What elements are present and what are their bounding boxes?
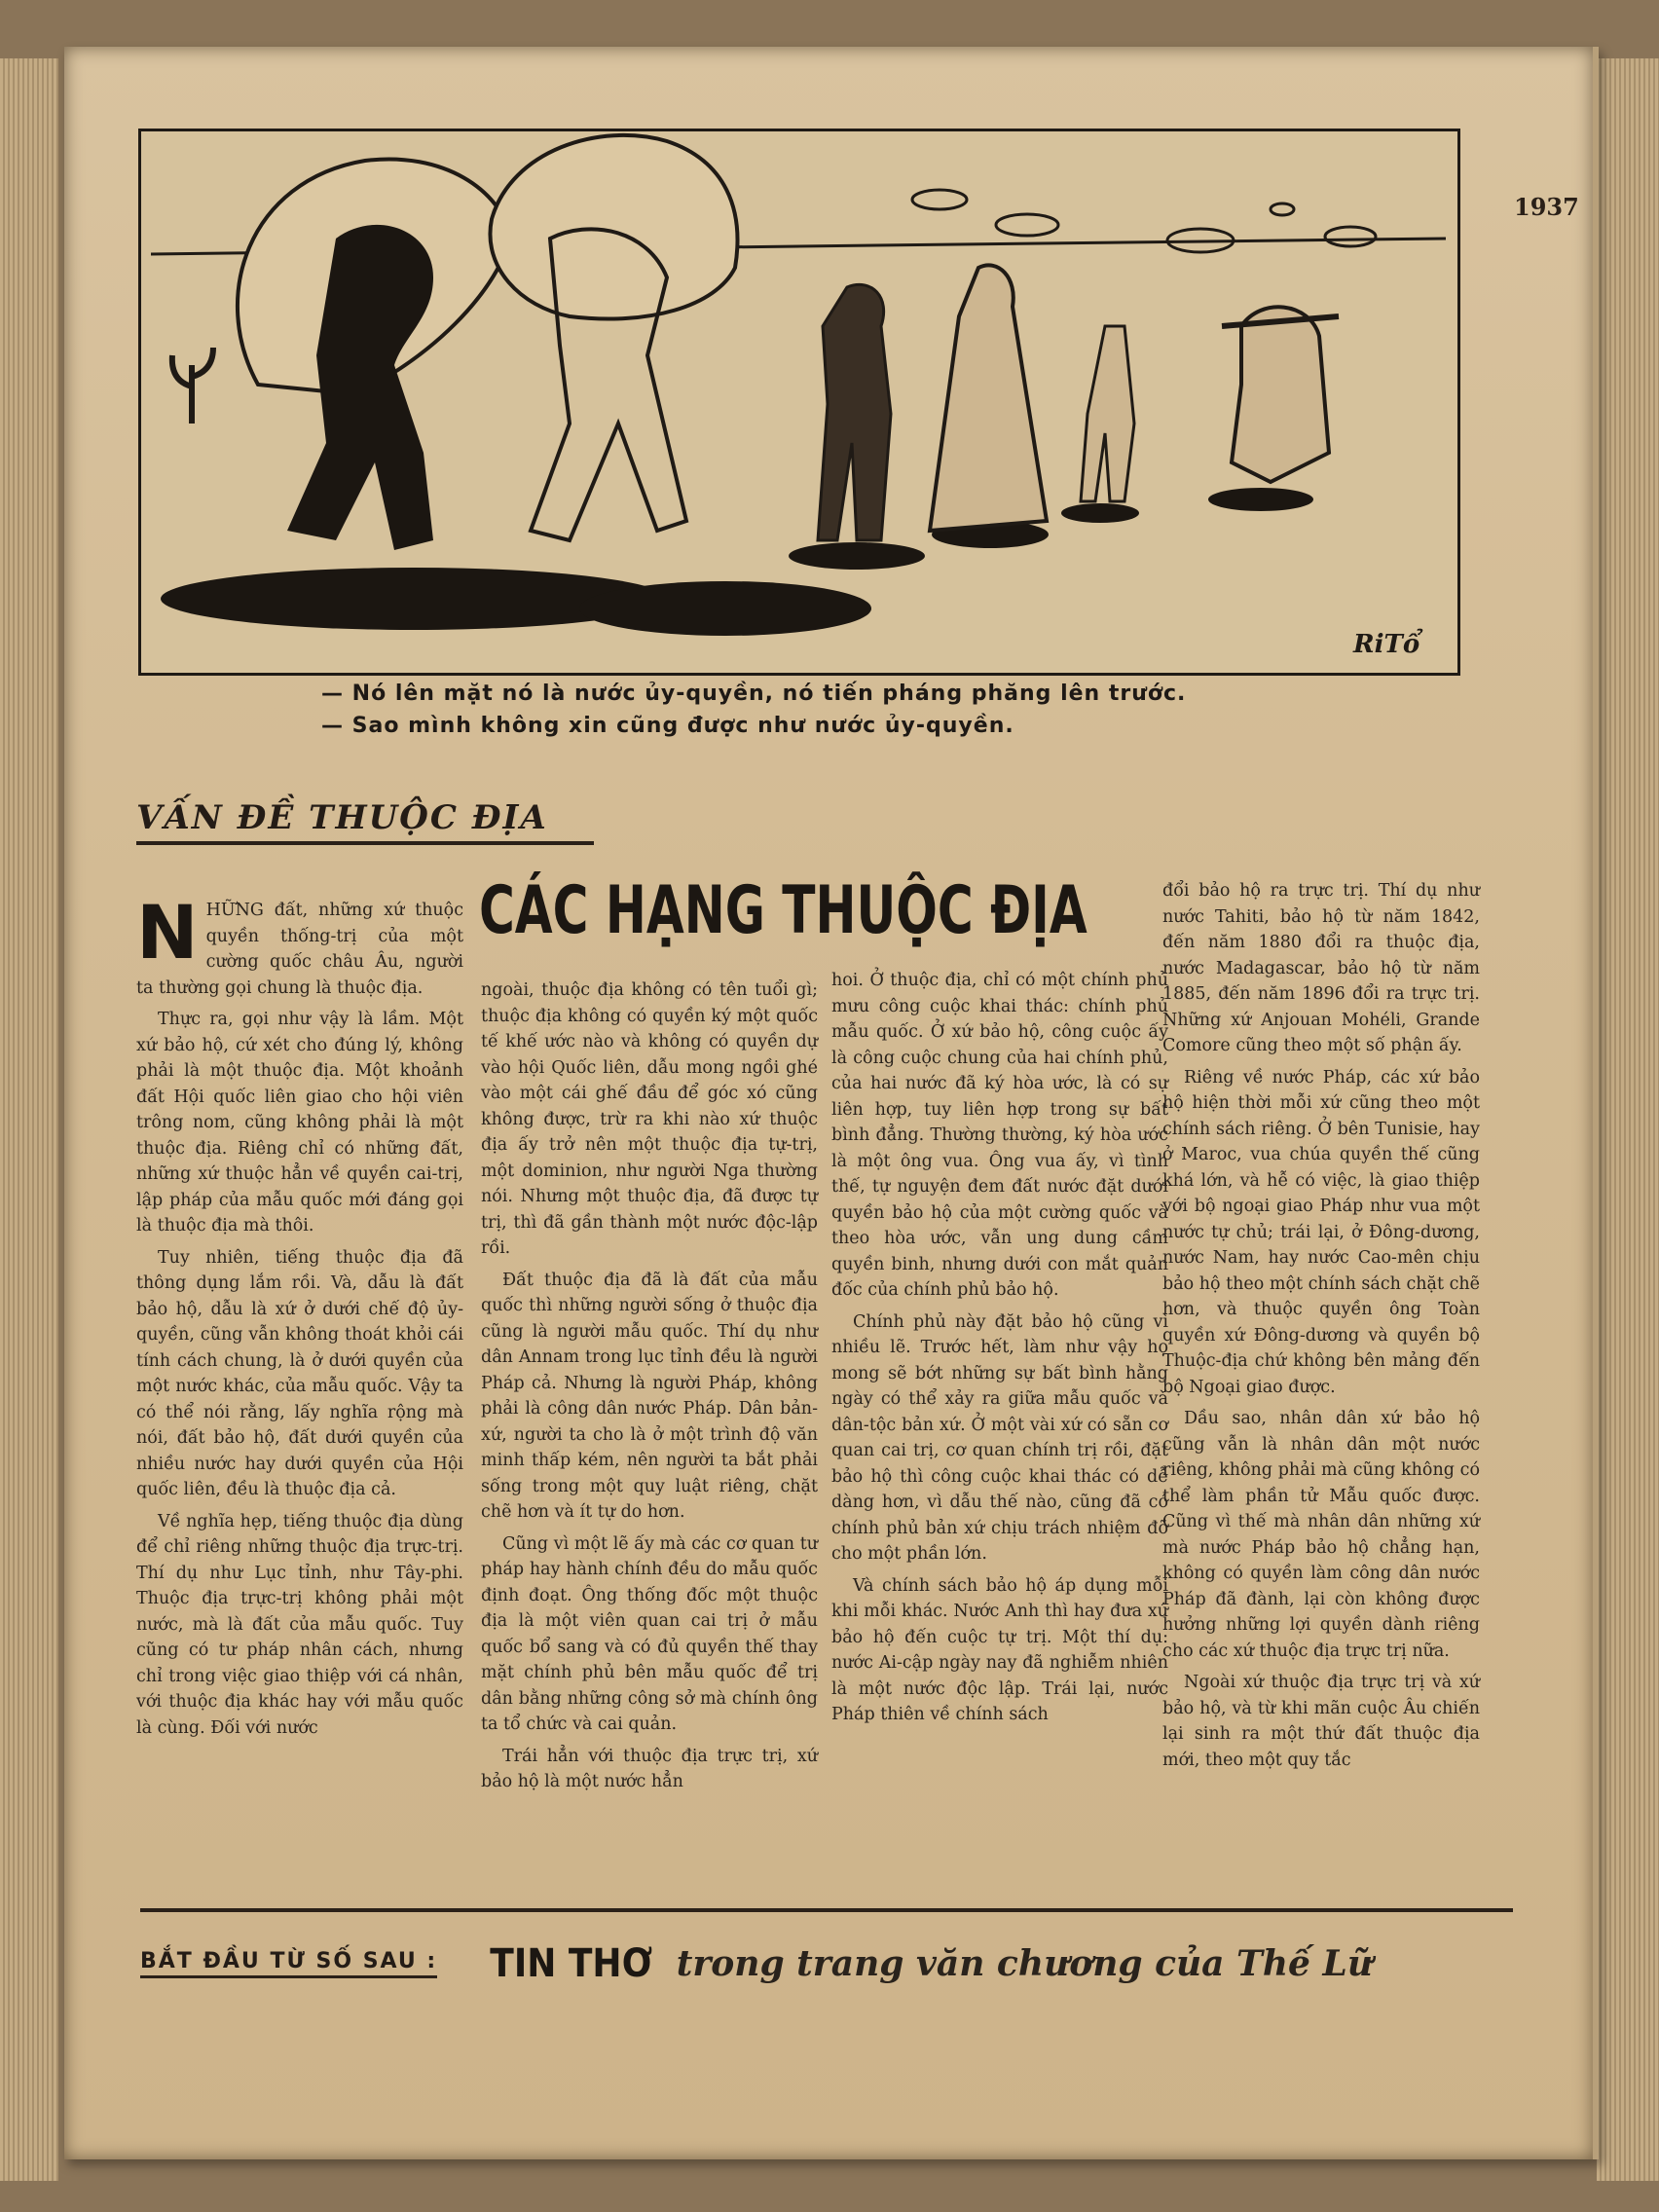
page-stack-right — [1597, 58, 1659, 2181]
article-column-4 — [1162, 878, 1480, 1779]
section-title: VẤN ĐỀ THUỘC ĐỊA — [136, 798, 594, 845]
cartoon-drawing — [141, 131, 1457, 673]
caption-line-1: — Nó lên mặt nó là nước ủy-quyền, nó tiến pháng phăng lên trước. — [321, 682, 1187, 706]
paragraph: Ngoài xứ thuộc địa trực trị và xứ bảo hộ, và từ khi mãn cuộc Âu chiến lại sinh ra một thứ đất thuộc địa mới, theo một quy tắc — [1162, 1673, 1480, 1770]
page-stack-left — [0, 58, 58, 2181]
cactus-icon — [172, 348, 213, 424]
page-year: 1937 — [1514, 193, 1579, 221]
paragraph: ngoài, thuộc địa không có tên tuổi gì; thuộc địa không có quyền ký một quốc tế khế ước nào và không có quyền dự vào hội Quốc liên, dẫu mong ngồi ghé vào một cái ghế đầu để góc xó cũng không được, trừ ra khi nào xứ thuộc địa ấy trở nên một thuộc địa tự-trị, một dominion, như người Nga thường nói. Nhưng một thuộc địa, đã được tự trị, thì đã gần thành một nước độc-lập rồi. — [481, 980, 818, 1258]
figure-small — [1081, 326, 1134, 501]
paragraph: Và chính sách bảo hộ áp dụng mỗi khi mỗi khác. Nước Anh thì hay đưa xứ bảo hộ đến cuộc tự trị. Một thí dụ: nước Ai-cập ngày nay đã nghiễm nhiên là một nước độc lập. Trái lại, nước Pháp thiên về chính sách — [831, 1575, 1168, 1724]
cartoon-signature: RiTổ — [1353, 630, 1420, 659]
paragraph: Cũng vì một lẽ ấy mà các cơ quan tư pháp hay hành chính đều do mẫu quốc định đoạt. Ông thống đốc một thuộc địa là một viên quan cai trị ở mẫu quốc bổ sang và có đủ quyền thế thay mặt chính phủ bên mẫu quốc để trị dân bằng những công sở mà chính ông ta tổ chức và cai quản. — [481, 1533, 818, 1734]
figure-turban — [818, 284, 891, 540]
paragraph: Đất thuộc địa đã là đất của mẫu quốc thì những người sống ở thuộc địa cũng là người mẫu quốc. Thí dụ như dân Annam trong lục tỉnh đều là người Pháp cả. Nhưng là người Pháp, không phải là công dân nước Pháp. Dân bản-xứ, người ta cho là ở một trình độ văn minh thấp kém, nên người ta bắt phải sống trong một quy luật riêng, chặt chẽ hơn và ít tự do hơn. — [481, 1270, 818, 1522]
footer-feature-rest: trong trang văn chương của Thế Lữ — [676, 1943, 1373, 1984]
figure-robed — [930, 265, 1047, 531]
footer-feature-title: TIN THƠ — [490, 1941, 653, 1986]
footer-divider — [140, 1908, 1513, 1912]
article-headline: CÁC HẠNG THUỘC ĐỊA — [479, 872, 1088, 949]
paragraph: hoi. Ở thuộc địa, chỉ có một chính phủ mưu công cuộc khai thác: chính phủ mẫu quốc. Ở xứ bảo hộ, công cuộc ấy là công cuộc chung của hai chính phủ, của hai nước đã ký hòa ước, là có sự liên hợp, tuy liên hợp trong sự bất bình đẳng. Thường thường, ký hòa ước là một ông vua. Ông vua ấy, vì tình thế, tự nguyện đem đất nước đặt dưới quyền bảo hộ của một cường quốc và theo hòa ước, vẫn ung dung cầm quyền binh, nhưng dưới con mắt quản đốc của chính phủ bảo hộ. — [831, 971, 1168, 1300]
cartoon-caption — [321, 682, 1392, 746]
paragraph — [136, 889, 463, 1001]
drop-cap: N — [136, 889, 199, 976]
sack-right — [490, 135, 737, 319]
paragraph: Tuy nhiên, tiếng thuộc địa đã thông dụng lắm rồi. Và, dẫu là đất bảo hộ, dẫu là xứ ở dưới chế độ ủy-quyền, cũng vẫn không thoát khỏi cái tính cách chung, là ở dưới quyền của một nước khác, của mẫu quốc. Vậy ta có thể nói rằng, lấy nghĩa rộng mà nói, đất bảo hộ, đất dưới quyền của nhiều nước hay dưới quyền của Hội quốc liên, đều là thuộc địa cả. — [136, 1247, 463, 1499]
figure-colonial-officer — [1232, 307, 1329, 482]
caption-line-2: — Sao mình không xin cũng được như nước ủy-quyền. — [321, 714, 1014, 738]
paragraph: đổi bảo hộ ra trực trị. Thí dụ như nước Tahiti, bảo hộ từ năm 1842, đến năm 1880 đổi ra thuộc địa, nước Madagascar, bảo hộ từ năm 1885, đến năm 1896 đổi ra trực trị. Những xứ Anjouan Mohéli, Grande Comore cũng theo một số phận ấy. — [1162, 881, 1480, 1055]
article-column-1 — [136, 889, 463, 1747]
paragraph-text: HỮNG đất, những xứ thuộc quyền thống-trị của một cường quốc châu Âu, người ta thường gọi chung là thuộc địa. — [136, 901, 463, 998]
footer-start-label: BẮT ĐẦU TỪ SỐ SAU : — [140, 1949, 437, 1978]
paragraph: Về nghĩa hẹp, tiếng thuộc địa dùng để chỉ riêng những thuộc địa trực-trị. Thí dụ như Lục tỉnh, như Tây-phi. Thuộc địa trực-trị không phải một nước, mà là đất của mẫu quốc. Tuy cũng có tư pháp nhân cách, nhưng chỉ trong việc giao thiệp với cá nhân, với thuộc địa khác hay với mẫu quốc là cùng. Đối với nước — [136, 1511, 463, 1738]
article-column-3 — [831, 968, 1168, 1734]
paragraph: Thực ra, gọi như vậy là lầm. Một xứ bảo hộ, cứ xét cho đúng lý, không phải là một thuộc địa. Một khoảnh đất Hội quốc liên giao cho hội viên trông nom, cũng không phải là một thuộc địa. Riêng chỉ có những đất, những xứ thuộc hẳn về quyền cai-trị, lập pháp của mẫu quốc mới đáng gọi là thuộc địa mà thôi. — [136, 1010, 463, 1235]
cartoon-illustration — [138, 129, 1460, 676]
paragraph: Chính phủ này đặt bảo hộ cũng vì nhiều lẽ. Trước hết, làm như vậy họ mong sẽ bớt những sự bất bình hằng ngày có thể xảy ra giữa mẫu quốc và dân-tộc bản xứ. Ở một vài xứ có sẵn cơ quan cai trị, cơ quan chính trị rồi, đặt bảo hộ thì công cuộc khai thác có dễ dàng hơn, vì dẫu thế nào, cũng đã có chính phủ bản xứ chịu trách nhiệm đỡ cho một phần lớn. — [831, 1311, 1168, 1564]
article-column-2 — [481, 977, 818, 1801]
paragraph: Riêng về nước Pháp, các xứ bảo hộ hiện thời mỗi xứ cũng theo một chính sách riêng. Ở bên Tunisie, hay ở Maroc, vua chúa quyền thế cũng khá lớn, và hễ có việc, là giao thiệp với bộ ngoại giao Pháp như vua một nước tự chủ; trái lại, ở Đông-dương, nước Nam, hay nước Cao-mên chịu bảo hộ theo một chính sách chặt chẽ hơn, và thuộc quyền ông Toàn quyền xứ Đông-dương và quyền bộ Thuộc-địa chứ không bên mảng đến bộ Ngoại giao được. — [1162, 1067, 1480, 1397]
paragraph: Dầu sao, nhân dân xứ bảo hộ cũng vẫn là nhân dân một nước riêng, không phải mà cũng không có thể làm phần tử Mẫu quốc được. Cũng vì thế mà nhân dân những xứ mà nước Pháp bảo hộ chẳng hạn, không có quyền làm công dân nước Pháp đã đành, lại còn không được hưởng những lợi quyền dành riêng cho các xứ thuộc địa trực trị nữa. — [1162, 1409, 1480, 1661]
paragraph: Trái hẳn với thuộc địa trực trị, xứ bảo hộ là một nước hẳn — [481, 1746, 818, 1791]
footer-announcement — [140, 1941, 1523, 1986]
